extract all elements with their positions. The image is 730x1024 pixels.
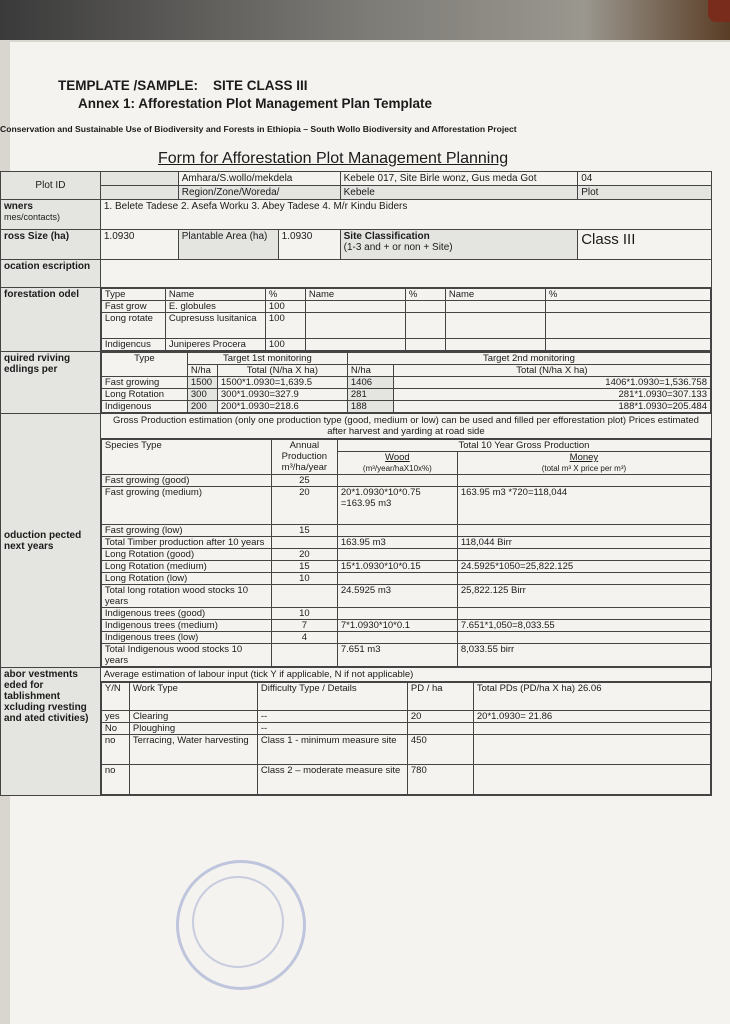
- location-label: ocation escription: [1, 260, 101, 288]
- kebele-label: Kebele: [340, 186, 578, 200]
- form-title: Form for Afforestation Plot Management Planning: [158, 150, 509, 167]
- production-row: Long Rotation (good) 20: [101, 549, 710, 561]
- production-total-row: Total Timber production after 10 years 163.95 m3 118,044 Birr: [101, 537, 710, 549]
- owners-label: wners mes/contacts): [1, 200, 101, 230]
- species-row: Indigencus Juniperes Procera 100: [101, 339, 710, 351]
- production-row: Fast growing (good) 25: [101, 475, 710, 487]
- region-value: Amhara/S.wollo/mekdela: [178, 172, 340, 186]
- labour-label: abor vestments eded for tablishment xcluding rvesting and ated ctivities): [1, 668, 101, 796]
- kebele-value: Kebele 017, Site Birle wonz, Gus meda Got: [340, 172, 578, 186]
- production-row: Indigenous trees (low) 4: [101, 632, 710, 644]
- labour-row: no Class 2 – moderate measure site 780: [101, 765, 710, 795]
- production-total-row: Total Indigenous wood stocks 10 years 7.651 m3 8,033.55 birr: [101, 644, 710, 667]
- labour-row: No Ploughing --: [101, 723, 710, 735]
- gross-size-value: 1.0930: [100, 230, 178, 260]
- production-row: Indigenous trees (medium) 7 7*1.0930*10*0.1 7.651*1,050=8,033.55: [101, 620, 710, 632]
- survival-row: Indigenous 200 200*1.0930=218.6 188 188*1.0930=205.484: [101, 401, 710, 413]
- production-row: Long Rotation (medium) 15 15*1.0930*10*0.15 24.5925*1050=25,822.125: [101, 561, 710, 573]
- plot-id-label: Plot ID: [1, 172, 101, 200]
- labour-row: no Terracing, Water harvesting Class 1 - minimum measure site 450: [101, 735, 710, 765]
- labour-row: yes Clearing -- 20 20*1.0930= 21.86: [101, 711, 710, 723]
- survival-row: Long Rotation 300 300*1.0930=327.9 281 281*1.0930=307.133: [101, 389, 710, 401]
- plantable-area-label: Plantable Area (ha): [178, 230, 278, 260]
- plot-id-row: [1, 172, 712, 186]
- labour-table: Y/N Work Type Difficulty Type / Details PD / ha Total PDs (PD/ha X ha) 26.06 yes Clearing -- 20 20*1.0930= 21.86 No Ploughing -- no Terracing, Water harvesting Class 1 - minimum measure site 450 no Class 2 – moderate measure site 780: [101, 682, 711, 795]
- gross-size-label: ross Size (ha): [1, 230, 101, 260]
- labour-note: Average estimation of labour input (tick Y if applicable, N if not applicable): [101, 668, 711, 682]
- annex-heading: Annex 1: Afforestation Plot Management Plan Template: [78, 96, 433, 111]
- photo-background-corner: [708, 0, 730, 22]
- project-line: Conservation and Sustainable Use of Biodiversity and Forests in Ethiopia – South Wollo Biodiversity and Afforestation Project: [0, 124, 517, 134]
- photo-background-top: [0, 0, 730, 40]
- production-row: Indigenous trees (good) 10: [101, 608, 710, 620]
- site-class-value: Class III: [578, 230, 712, 260]
- template-heading: TEMPLATE /SAMPLE: SITE CLASS III: [58, 78, 308, 93]
- production-table: Species Type Annual Production m³/ha/year Total 10 Year Gross Production Wood (m³/year/haX10x%) Money (total m³ X price per m³) Fast growing (good) 25 Fast growing (medium) 20 20*1.0930*10*0.75 =163.95 m3 163.95 m3 *720=118,044 Fast growing (low) 15 Total Timber production after 10 years 163.95 m3 118,044 Birr Long Rotation (good) 20 Long Rotation (medium) 15 15*1.0930*10*0.15 24.5925*1050=25,822.125 Long Rotation (low) 10 Total long rotation wood stocks 10 years 24.5925 m3 25,822.125 Birr Indigenous trees (good) 10 Indigenous trees (medium) 7 7*1.0930*10*0.1 7.651*1,050=8,033.55 Indigenous trees (low) 4 Total Indigenous wood stocks 10 years 7.651 m3 8,033.55 birr: [101, 439, 711, 667]
- official-stamp-inner: [192, 876, 284, 968]
- production-label: oduction pected next years: [1, 414, 101, 668]
- production-row: Fast growing (medium) 20 20*1.0930*10*0.75 =163.95 m3 163.95 m3 *720=118,044: [101, 487, 710, 525]
- plantable-area-value: 1.0930: [278, 230, 340, 260]
- species-table: Type Name % Name % Name % Fast grow E. globules 100 Long rotate Cupresuss lusitanica 100 Indigencus Juniperes Procera 100: [101, 288, 711, 351]
- production-row: Fast growing (low) 15: [101, 525, 710, 537]
- species-row: Long rotate Cupresuss lusitanica 100: [101, 313, 710, 339]
- survival-label: quired rviving edlings per: [1, 352, 101, 414]
- owners-value: 1. Belete Tadese 2. Asefa Worku 3. Abey Tadese 4. M/r Kindu Biders: [100, 200, 711, 230]
- plot-label: Plot: [578, 186, 712, 200]
- management-plan-form: [0, 171, 712, 796]
- survival-row: Fast growing 1500 1500*1.0930=1,639.5 1406 1406*1.0930=1,536.758: [101, 377, 710, 389]
- production-total-row: Total long rotation wood stocks 10 years 24.5925 m3 25,822.125 Birr: [101, 585, 710, 608]
- production-row: Long Rotation (low) 10: [101, 573, 710, 585]
- site-class-label: Site Classification (1-3 and + or non + Site): [340, 230, 578, 260]
- survival-table: Type Target 1st monitoring Target 2nd monitoring N/ha Total (N/ha X ha) N/ha Total (N/ha X ha) Fast growing 1500 1500*1.0930=1,639.5 1406 1406*1.0930=1,536.758 Long Rotation 300 300*1.0930=327.9 281 281*1.0930=307.133 Indigenous 200 200*1.0930=218.6 188 188*1.0930=205.484: [101, 352, 711, 413]
- production-note: Gross Production estimation (only one production type (good, medium or low) can be used and filled per efforestation plot) Prices estimated after harvest and yarding at road side: [101, 414, 711, 439]
- model-label: forestation odel: [1, 288, 101, 352]
- region-label: Region/Zone/Woreda/: [178, 186, 340, 200]
- species-row: Fast grow E. globules 100: [101, 301, 710, 313]
- plot-number: 04: [578, 172, 712, 186]
